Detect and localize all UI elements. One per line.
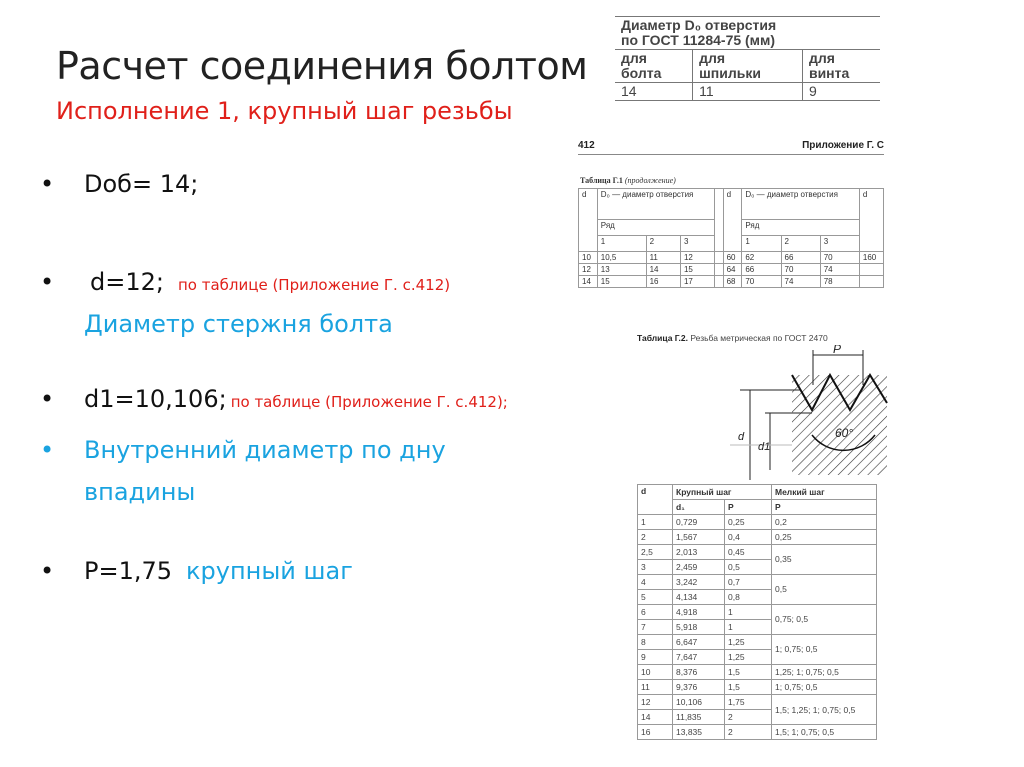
col-num: 1 (742, 236, 781, 252)
table-cell: 66 (781, 252, 820, 264)
table-cell: 66 (742, 264, 781, 276)
table-cell: 0,75; 0,5 (772, 605, 877, 635)
col-header-d: d (723, 189, 742, 252)
table-cell (715, 264, 723, 276)
table-cell: 9 (802, 83, 880, 101)
table-cell (859, 264, 883, 276)
table-cell: 1,25 (725, 650, 772, 665)
table-cell: 1,5 (725, 680, 772, 695)
col-header-d: d (579, 189, 598, 252)
bullet-d (40, 268, 450, 296)
table-cell: 74 (781, 276, 820, 288)
table-cell: 10 (638, 665, 673, 680)
table-cell: 8,376 (673, 665, 725, 680)
table-cell: 160 (859, 252, 883, 264)
col-label: для (808, 50, 835, 66)
table-cell: 11 (646, 252, 680, 264)
caption-text: Резьба метрическая по ГОСТ 2470 (690, 333, 828, 343)
col-label: винта (808, 65, 850, 81)
col-header-d0: D₀ — диаметр отверстия (742, 189, 860, 220)
table-cell: 2 (725, 710, 772, 725)
bullet-marker: • (40, 557, 55, 585)
col-header-fine: Мелкий шаг (772, 485, 877, 500)
table-g1-caption (580, 176, 676, 185)
table-row (638, 515, 877, 530)
col-label: шпильки (699, 65, 761, 81)
table-cell: 0,5 (725, 560, 772, 575)
bullet-pitch (40, 557, 353, 585)
col-num: 1 (597, 236, 646, 252)
table-row (638, 695, 877, 710)
col-num: 3 (680, 236, 714, 252)
bullet-marker: • (40, 385, 55, 413)
table-cell: 60 (723, 252, 742, 264)
table-cell: 14 (646, 264, 680, 276)
table-row (579, 276, 884, 288)
table-cell: 7,647 (673, 650, 725, 665)
angle-label: 60° (835, 426, 854, 440)
col-header-d0: D₀ — диаметр отверстия (597, 189, 715, 220)
col-header-stud (693, 50, 803, 83)
table-cell: 1,75 (725, 695, 772, 710)
col-label: болта (621, 65, 662, 81)
table-cell: 15 (680, 264, 714, 276)
col-label: для (699, 50, 726, 66)
caption-bold: Таблица Г.2. (637, 333, 688, 343)
table-row (579, 252, 884, 264)
bolt-diameter-note: Диаметр стержня болта (84, 310, 393, 338)
table-cell: 16 (638, 725, 673, 740)
reference-note: по таблице (Приложение Г. с.412); (230, 393, 508, 411)
table-cell: 0,25 (772, 530, 877, 545)
table-cell: 1,5; 1,25; 1; 0,75; 0,5 (772, 695, 877, 725)
table-cell: 64 (723, 264, 742, 276)
table-cell (715, 276, 723, 288)
table-cell: 0,729 (673, 515, 725, 530)
table-cell: 1 (638, 515, 673, 530)
bullet-text: d1=10,106; (84, 385, 227, 413)
table-cell: 5 (638, 590, 673, 605)
bullet-inner-diameter-line2: впадины (84, 478, 196, 506)
table-cell: 1,5 (725, 665, 772, 680)
table-cell: 0,8 (725, 590, 772, 605)
table-row (638, 605, 877, 620)
table-cell: 1; 0,75; 0,5 (772, 635, 877, 665)
bullet-text: P=1,75 (84, 557, 173, 585)
table-cell: 0,25 (725, 515, 772, 530)
bullet-text: Dоб= 14; (84, 170, 199, 198)
header-line: по ГОСТ 11284-75 (мм) (621, 32, 776, 48)
table-cell: 74 (820, 264, 859, 276)
table-cell: 70 (781, 264, 820, 276)
table-cell: 1,25; 1; 0,75; 0,5 (772, 665, 877, 680)
col-header-d1: d₁ (673, 500, 725, 515)
slide-subtitle: Исполнение 1, крупный шаг резьбы (56, 97, 513, 125)
table-cell: 14 (579, 276, 598, 288)
reference-note: по таблице (Приложение Г. с.412) (177, 276, 451, 294)
table-cell: 0,2 (772, 515, 877, 530)
table-cell: 4,918 (673, 605, 725, 620)
table-cell: 9 (638, 650, 673, 665)
table-cell: 6,647 (673, 635, 725, 650)
table-cell: 2,5 (638, 545, 673, 560)
table-cell: 0,5 (772, 575, 877, 605)
bullet-marker: • (40, 170, 55, 198)
table-cell: 1,5; 1; 0,75; 0,5 (772, 725, 877, 740)
table-header (615, 17, 880, 50)
col-header-bolt (615, 50, 693, 83)
col-num: 3 (820, 236, 859, 252)
table-cell: 2 (725, 725, 772, 740)
table-cell: 1 (725, 605, 772, 620)
pitch-note: крупный шаг (186, 557, 353, 585)
table-row (638, 530, 877, 545)
table-row (638, 575, 877, 590)
table-g2-caption (637, 333, 828, 343)
table-cell: 12 (638, 695, 673, 710)
bullet-text: Внутренний диаметр по дну (84, 436, 446, 464)
table-cell: 2,459 (673, 560, 725, 575)
bullet-d0 (40, 170, 198, 198)
table-cell: 62 (742, 252, 781, 264)
table-cell: 78 (820, 276, 859, 288)
table-g2 (637, 484, 877, 740)
table-cell: 2 (638, 530, 673, 545)
table-cell: 68 (723, 276, 742, 288)
table-cell: 2,013 (673, 545, 725, 560)
table-cell: 12 (579, 264, 598, 276)
table-cell: 17 (680, 276, 714, 288)
table-cell (715, 252, 723, 264)
pitch-label: P (833, 345, 842, 356)
table-cell: 1,567 (673, 530, 725, 545)
table-cell: 11,835 (673, 710, 725, 725)
caption-text: Таблица Г.1 (580, 176, 623, 185)
section-label: Приложение Г. С (802, 140, 884, 151)
table-cell: 3 (638, 560, 673, 575)
table-cell: 14 (615, 83, 693, 101)
table-g1 (578, 188, 884, 288)
d-label: d (738, 431, 745, 443)
bullet-d1 (40, 385, 508, 413)
table-cell: 4,134 (673, 590, 725, 605)
table-cell: 15 (597, 276, 646, 288)
table-cell: 7 (638, 620, 673, 635)
table-cell: 0,4 (725, 530, 772, 545)
table-row (638, 680, 877, 695)
table-cell: 13 (597, 264, 646, 276)
bullet-inner-diameter (40, 436, 446, 464)
table-cell: 10 (579, 252, 598, 264)
table-cell: 10,106 (673, 695, 725, 710)
page-header (578, 140, 884, 155)
table-row (638, 545, 877, 560)
table-row (579, 264, 884, 276)
table-cell: 16 (646, 276, 680, 288)
table-cell: 70 (820, 252, 859, 264)
table-cell: 1 (725, 620, 772, 635)
table-cell: 1,25 (725, 635, 772, 650)
col-header-p-fine: P (772, 500, 877, 515)
table-cell: 0,45 (725, 545, 772, 560)
bullet-marker: • (40, 268, 55, 296)
row-label: Ряд (742, 220, 860, 236)
page-number: 412 (578, 140, 595, 151)
table-cell (715, 189, 723, 252)
row-label: Ряд (597, 220, 715, 236)
caption-note: (продолжение) (624, 176, 676, 185)
col-num: 2 (646, 236, 680, 252)
table-row (638, 725, 877, 740)
table-cell (859, 276, 883, 288)
table-cell: 13,835 (673, 725, 725, 740)
table-cell: 3,242 (673, 575, 725, 590)
table-cell: 5,918 (673, 620, 725, 635)
col-header-p: P (725, 500, 772, 515)
col-header-d: d (638, 485, 673, 515)
col-header-coarse: Крупный шаг (673, 485, 772, 500)
table-cell: 10,5 (597, 252, 646, 264)
slide-title: Расчет соединения болтом (56, 44, 588, 88)
table-cell: 1; 0,75; 0,5 (772, 680, 877, 695)
bullet-marker: • (40, 436, 55, 464)
table-cell: 9,376 (673, 680, 725, 695)
table-row (638, 665, 877, 680)
table-cell: 70 (742, 276, 781, 288)
table-cell: 0,7 (725, 575, 772, 590)
table-cell: 8 (638, 635, 673, 650)
table-cell: 4 (638, 575, 673, 590)
col-label: для (621, 50, 647, 66)
table-cell: 11 (638, 680, 673, 695)
table-cell: 12 (680, 252, 714, 264)
table-cell: 6 (638, 605, 673, 620)
table-cell: 14 (638, 710, 673, 725)
col-header-d: d (859, 189, 883, 252)
col-header-screw (802, 50, 880, 83)
thread-profile-diagram (730, 345, 890, 480)
d1-label: d1 (758, 441, 771, 453)
header-line: Диаметр D₀ отверстия (621, 17, 777, 33)
col-num: 2 (781, 236, 820, 252)
bullet-text: d=12; (90, 268, 164, 296)
table-hole-diameter (615, 16, 880, 101)
table-row (638, 635, 877, 650)
table-cell: 11 (693, 83, 803, 101)
table-cell: 0,35 (772, 545, 877, 575)
